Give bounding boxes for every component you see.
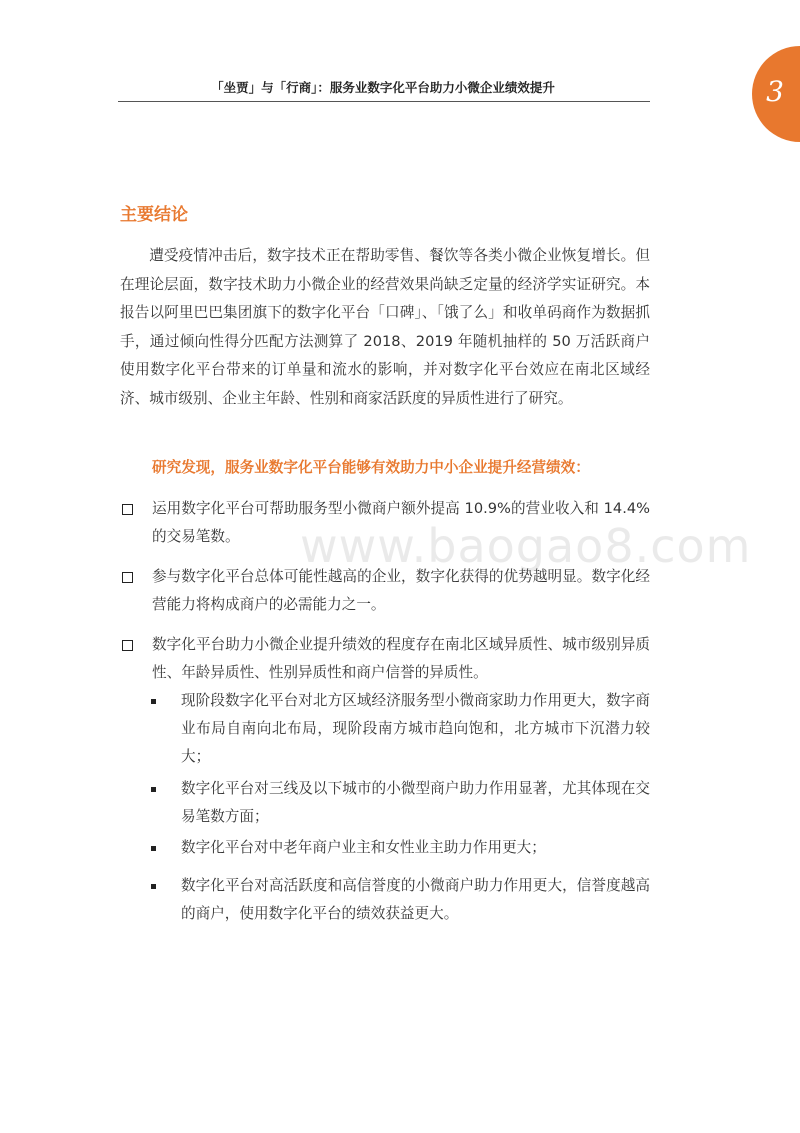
bullet-icon [151,846,156,851]
page-number: 3 [766,75,784,108]
sub-finding-item: 数字化平台对高活跃度和高信誉度的小微商户助力作用更大，信誉度越高的商户，使用数字化平台的绩效获益更大。 [181,877,650,922]
section-title: 主要结论 [120,205,188,225]
finding-item: 运用数字化平台可帮助服务型小微商户额外提高 10.9%的营业收入和 14.4%的交易笔数。 [152,500,650,545]
findings-intro: 研究发现，服务业数字化平台能够有效助力中小企业提升经营绩效： [152,459,590,476]
bullet-icon [151,699,156,704]
header-rule [118,101,650,102]
running-header: 「坐贾」与「行商」：服务业数字化平台助力小微企业绩效提升 [211,80,555,95]
sub-finding-item: 现阶段数字化平台对北方区域经济服务型小微商家助力作用更大，数字商业布局自南向北布局，现阶段南方城市趋向饱和，北方城市下沉潜力较大； [181,692,650,765]
bullet-icon [151,884,156,889]
bullet-icon [151,787,156,792]
sub-finding-item: 数字化平台对中老年商户业主和女性业主助力作用更大； [181,839,546,856]
sub-finding-item: 数字化平台对三线及以下城市的小微型商户助力作用显著，尤其体现在交易笔数方面； [181,780,650,825]
intro-paragraph: 遭受疫情冲击后，数字技术正在帮助零售、餐饮等各类小微企业恢复增长。但在理论层面，数字技术助力小微企业的经营效果尚缺乏定量的经济学实证研究。本报告以阿里巴巴集团旗下的数字化平台「口碑」、「饿了么」和收单码商作为数据抓手，通过倾向性得分匹配方法测算了 2018、2019 年随机抽样的 50 万活跃商户使用数字化平台带来的订单量和流水的影响，并对数字化平台效应在南北区域经济、城市级别、企业主年龄、性别和商家活跃度的异质性进行了研究。 [120,247,650,407]
checkbox-icon [122,504,133,515]
finding-item: 数字化平台助力小微企业提升绩效的程度存在南北区域异质性、城市级别异质性、年龄异质性、性别异质性和商户信誉的异质性。 [152,636,650,681]
watermark: www.baogao8.com [300,519,752,573]
checkbox-icon [122,640,133,651]
checkbox-icon [122,572,133,583]
finding-item: 参与数字化平台总体可能性越高的企业，数字化获得的优势越明显。数字化经营能力将构成商户的必需能力之一。 [152,568,650,613]
